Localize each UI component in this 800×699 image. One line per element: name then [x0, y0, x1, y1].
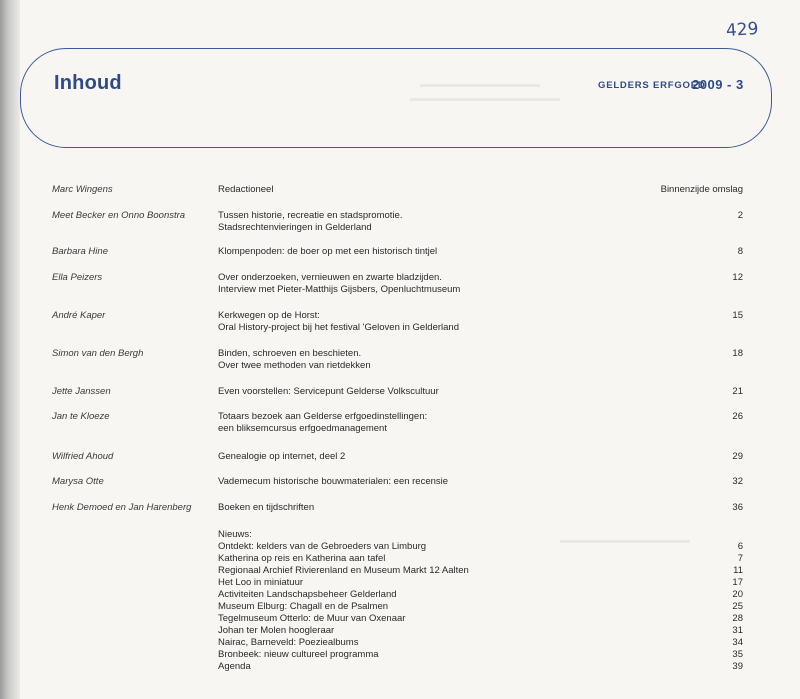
news-item [0, 565, 800, 577]
toc-page-number: 21 [732, 386, 743, 397]
toc-title-line: Genealogie op internet, deel 2 [218, 451, 346, 462]
news-item-page: 20 [732, 589, 743, 600]
news-item-title: Johan ter Molen hoogleraar [218, 625, 335, 636]
toc-title-line: Stadsrechtenvieringen in Gelderland [218, 222, 372, 233]
toc-author: Marc Wingens [52, 184, 113, 195]
toc-author: Jette Janssen [52, 386, 111, 397]
toc-page-number: 2 [737, 210, 743, 221]
toc-title-line: Boeken en tijdschriften [218, 502, 315, 513]
toc-title-line: Tussen historie, recreatie en stadspromotie. [218, 210, 403, 221]
news-heading: Nieuws: [218, 529, 252, 540]
news-item-page: 34 [732, 637, 743, 648]
toc-author: Meet Becker en Onno Boonstra [52, 210, 186, 221]
news-item [0, 625, 800, 637]
toc-author: Henk Demoed en Jan Harenberg [52, 502, 192, 513]
news-item-page: 17 [732, 577, 743, 588]
toc-title [218, 476, 658, 488]
toc-page-number: 15 [732, 310, 743, 321]
toc-title-line: Kerkwegen op de Horst: [218, 310, 320, 321]
toc-title-line: Interview met Pieter-Matthijs Gijsbers, Openluchtmuseum [218, 284, 461, 295]
news-item [0, 637, 800, 649]
toc-page-number: 32 [732, 476, 743, 487]
toc-author: Ella Peizers [52, 272, 103, 283]
toc-title [218, 348, 658, 372]
news-item-page: 31 [732, 625, 743, 636]
toc-title [218, 246, 658, 258]
news-item-page: 28 [732, 613, 743, 624]
toc-title [218, 502, 658, 514]
news-item [0, 589, 800, 601]
handwritten-page-number: 429 [725, 18, 760, 42]
bleed-through-mark [410, 98, 560, 101]
toc-page-number: 18 [732, 348, 743, 359]
toc-author: Simon van den Bergh [52, 348, 144, 359]
news-item-title: Bronbeek: nieuw cultureel programma [218, 649, 379, 660]
news-item [0, 661, 800, 673]
toc-title-line: Totaars bezoek aan Gelderse erfgoedinstellingen: [218, 411, 428, 422]
toc-author: André Kaper [52, 310, 106, 321]
issue-number: 2009 - 3 [692, 77, 744, 92]
toc-author: Wilfried Ahoud [52, 451, 114, 462]
news-item-title: Agenda [218, 661, 251, 672]
news-item-page: 11 [733, 565, 743, 576]
toc-title-line: Klompenpoden: de boer op met een historisch tintjel [218, 246, 438, 257]
toc-title [218, 451, 658, 463]
toc-title-line: Even voorstellen: Servicepunt Gelderse Volkscultuur [218, 386, 439, 397]
news-item [0, 613, 800, 625]
toc-page-number: 12 [732, 272, 743, 283]
toc-author: Barbara Hine [52, 246, 108, 257]
toc-author: Jan te Kloeze [52, 411, 110, 422]
toc-title-line: Over twee methoden van rietdekken [218, 360, 371, 371]
toc-title-line: een bliksemcursus erfgoedmanagement [218, 423, 387, 434]
publication-name: GELDERS ERFGOED [598, 80, 706, 91]
news-item [0, 541, 800, 553]
news-item-title: Katherina op reis en Katherina aan tafel [218, 553, 386, 564]
header-frame [20, 48, 772, 148]
toc-page-number: Binnenzijde omslag [660, 184, 743, 195]
toc-title-line: Redactioneel [218, 184, 274, 195]
toc-title-line: Vademecum historische bouwmaterialen: een recensie [218, 476, 449, 487]
toc-title [218, 184, 658, 196]
page-title: Inhoud [54, 72, 122, 94]
news-item-page: 25 [732, 601, 743, 612]
toc-page-number: 8 [737, 246, 743, 257]
news-item-title: Ontdekt: kelders van de Gebroeders van Limburg [218, 541, 427, 552]
news-item [0, 649, 800, 661]
toc-title [218, 272, 658, 296]
news-item [0, 601, 800, 613]
toc-page-number: 36 [732, 502, 743, 513]
toc-title-line: Binden, schroeven en beschieten. [218, 348, 362, 359]
toc-title-line: Over onderzoeken, vernieuwen en zwarte bladzijden. [218, 272, 442, 283]
toc-title [218, 310, 658, 334]
toc-page-number: 29 [732, 451, 743, 462]
news-item-page: 39 [732, 661, 743, 672]
bleed-through-mark [420, 84, 540, 87]
toc-title [218, 210, 658, 234]
toc-page-number: 26 [732, 411, 743, 422]
news-item-page: 6 [737, 541, 743, 552]
toc-author: Marysa Otte [52, 476, 104, 487]
toc-title [218, 386, 658, 398]
news-item-title: Museum Elburg: Chagall en de Psalmen [218, 601, 389, 612]
news-item-title: Regionaal Archief Rivierenland en Museum Markt 12 Aalten [218, 565, 469, 576]
news-item [0, 553, 800, 565]
news-item-title: Activiteiten Landschapsbeheer Gelderland [218, 589, 397, 600]
toc-title [218, 411, 658, 435]
news-item-title: Nairac, Barneveld: Poeziealbums [218, 637, 359, 648]
news-item-page: 35 [732, 649, 743, 660]
news-item [0, 577, 800, 589]
news-item-title: Tegelmuseum Otterlo: de Muur van Oxenaar [218, 613, 406, 624]
news-item-page: 7 [737, 553, 743, 564]
news-item-title: Het Loo in miniatuur [218, 577, 304, 588]
toc-title-line: Oral History-project bij het festival 'Geloven in Gelderland [218, 322, 460, 333]
